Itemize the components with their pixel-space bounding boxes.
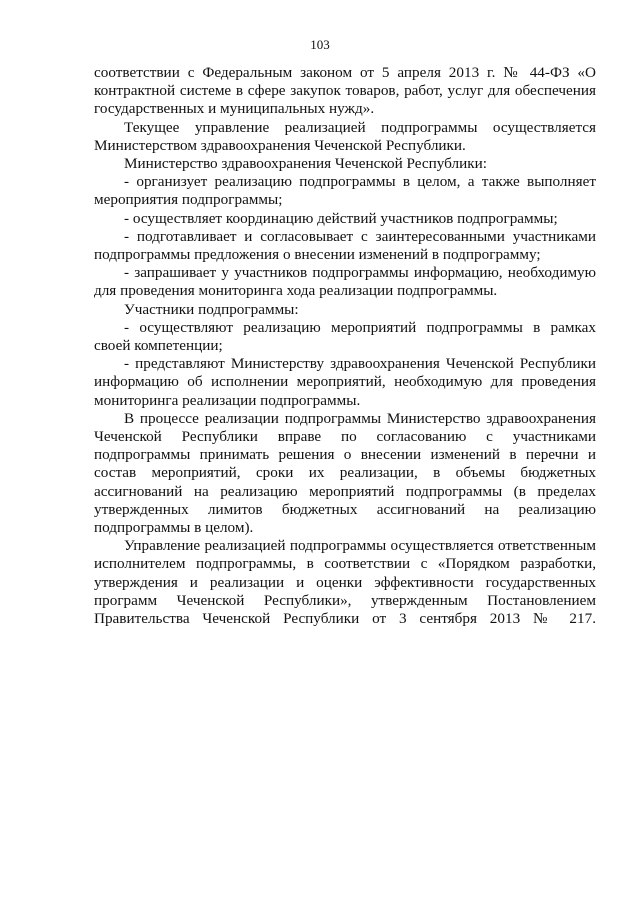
list-item-organizes: - организует реализацию подпрограммы в целом, а также выполняет мероприятия подпрограммы; (94, 173, 596, 209)
document-body (94, 64, 596, 628)
list-item-requests: - запрашивает у участников подпрограммы информацию, необходимую для проведения мониторинга хода реализации подпрограммы. (94, 264, 596, 300)
paragraph-current-management: Текущее управление реализацией подпрограммы осуществляется Министерством здравоохранения Чеченской Республики. (94, 118, 596, 154)
paragraph-decision-rights: В процессе реализации подпрограммы Министерство здравоохранения Чеченской Республики вправе по согласованию с участниками подпрограммы принимать решения о внесении изменений в перечни и состав мероприятий, сроки их реализации, в объемы бюджетных ассигнований на реализацию мероприятий подпрограммы (в пределах утвержденных лимитов бюджетных ассигнований на реализацию подпрограммы в целом). (94, 409, 596, 537)
paragraph-management-order: Управление реализацией подпрограммы осуществляется ответственным исполнителем подпрограммы, в соответствии с «Порядком разработки, утверждения и реализации и оценки эффективности государственных программ Чеченской Республики», утвержденным Постановлением Правительства Чеченской Республики от 3 сентября 2013 № 217. (94, 537, 596, 628)
list-item-prepares: - подготавливает и согласовывает с заинтересованными участниками подпрограммы предложения о внесении изменений в подпрограмму; (94, 227, 596, 264)
paragraph-participants-heading: Участники подпрограммы: (124, 300, 299, 318)
list-item-implement: - осуществляют реализацию мероприятий подпрограммы в рамках своей компетенции; (94, 318, 596, 355)
paragraph-law-reference: соответствии с Федеральным законом от 5 апреля 2013 г. № 44-ФЗ «О контрактной системе в сфере закупок товаров, работ, услуг для обеспечения государственных и муниципальных нужд». (94, 64, 596, 118)
list-item-present: - представляют Министерству здравоохранения Чеченской Республики информацию об исполнении мероприятий, необходимую для проведения мониторинга реализации подпрограммы. (94, 355, 596, 409)
page-number: 103 (310, 37, 330, 52)
list-item-coordinates: - осуществляет координацию действий участников подпрограммы; (124, 209, 558, 227)
paragraph-ministry-heading: Министерство здравоохранения Чеченской Республики: (124, 155, 487, 173)
